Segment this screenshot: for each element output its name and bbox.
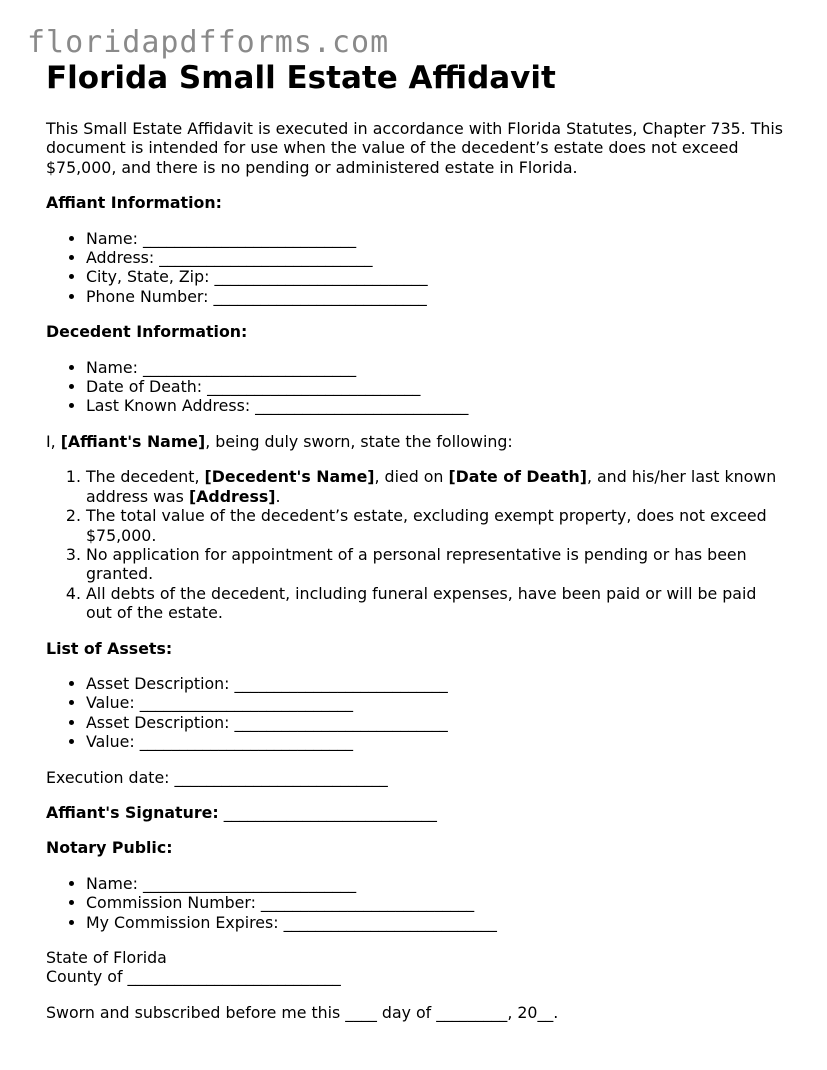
affiant-section-heading: Affiant Information: <box>46 193 222 213</box>
asset-description-field[interactable]: • Asset Description: ___________________________ <box>86 713 786 732</box>
statement-debts-paid: 4. All debts of the decedent, including funeral expenses, have been paid or will be paid out of the estate. <box>86 584 786 623</box>
sworn-statements-list <box>46 467 786 622</box>
signature-label: Affiant's Signature: <box>46 802 219 822</box>
statement-estate-value: 2. The total value of the decedent’s estate, excluding exempt property, does not exceed $75,000. <box>86 506 786 545</box>
document-title: Florida Small Estate Affidavit <box>46 60 556 96</box>
notary-fields-list <box>46 874 786 932</box>
signature-line: ___________________________ <box>218 802 437 822</box>
notary-commission-number-field[interactable]: • Commission Number: ___________________________ <box>86 893 786 912</box>
venue-county-field[interactable]: County of ___________________________ <box>46 967 341 987</box>
oath-prefix: I, <box>46 431 61 451</box>
asset-description-field[interactable]: • Asset Description: ___________________________ <box>86 674 786 693</box>
oath-statement <box>46 432 786 451</box>
affiant-address-field[interactable]: • Address: ___________________________ <box>86 248 786 267</box>
date-of-death-placeholder: [Date of Death] <box>448 467 587 487</box>
assets-list <box>46 674 786 752</box>
decedent-section-heading: Decedent Information: <box>46 322 248 342</box>
notary-commission-expires-field[interactable]: • My Commission Expires: ___________________________ <box>86 913 786 932</box>
statement-text: , died on <box>374 467 449 487</box>
affiant-fields-list <box>46 229 786 307</box>
statement-no-application: 3. No application for appointment of a personal representative is pending or has been granted. <box>86 545 786 584</box>
statement-text: . <box>275 486 281 506</box>
affiant-name-field[interactable]: • Name: ___________________________ <box>86 229 786 248</box>
oath-suffix: , being duly sworn, state the following: <box>205 431 513 451</box>
statement-decedent-death <box>86 467 786 506</box>
affiant-name-placeholder: [Affiant's Name] <box>60 431 206 451</box>
assets-section-heading: List of Assets: <box>46 638 173 658</box>
asset-value-field[interactable]: • Value: ___________________________ <box>86 732 786 751</box>
affidavit-document <box>46 60 786 1022</box>
decedent-last-address-field[interactable]: • Last Known Address: ___________________________ <box>86 396 786 415</box>
asset-value-field[interactable]: • Value: ___________________________ <box>86 693 786 712</box>
statement-text: , and his/her last known address was <box>86 467 777 506</box>
notary-section-heading: Notary Public: <box>46 838 173 858</box>
intro-paragraph: This Small Estate Affidavit is executed in accordance with Florida Statutes, Chapter 735. This document is intended for use when the value of the decedent’s estate does not exceed $75,000, and there is no pending or administered estate in Florida. <box>46 119 784 177</box>
affiant-signature-field[interactable] <box>46 803 786 822</box>
decedent-fields-list <box>46 358 786 416</box>
decedent-name-placeholder: [Decedent's Name] <box>204 467 375 487</box>
address-placeholder: [Address] <box>188 486 276 506</box>
site-watermark: floridapdfforms.com <box>27 25 390 60</box>
affiant-city-state-zip-field[interactable]: • City, State, Zip: ___________________________ <box>86 267 786 286</box>
decedent-date-of-death-field[interactable]: • Date of Death: ___________________________ <box>86 377 786 396</box>
notary-name-field[interactable]: • Name: ___________________________ <box>86 874 786 893</box>
affiant-phone-field[interactable]: • Phone Number: ___________________________ <box>86 287 786 306</box>
decedent-name-field[interactable]: • Name: ___________________________ <box>86 358 786 377</box>
statement-text: The decedent, <box>86 467 205 487</box>
venue-state: State of Florida <box>46 948 167 967</box>
execution-date-field[interactable]: Execution date: ___________________________ <box>46 767 388 787</box>
sworn-subscribed-line[interactable]: Sworn and subscribed before me this ____ day of _________, 20__. <box>46 1002 559 1022</box>
